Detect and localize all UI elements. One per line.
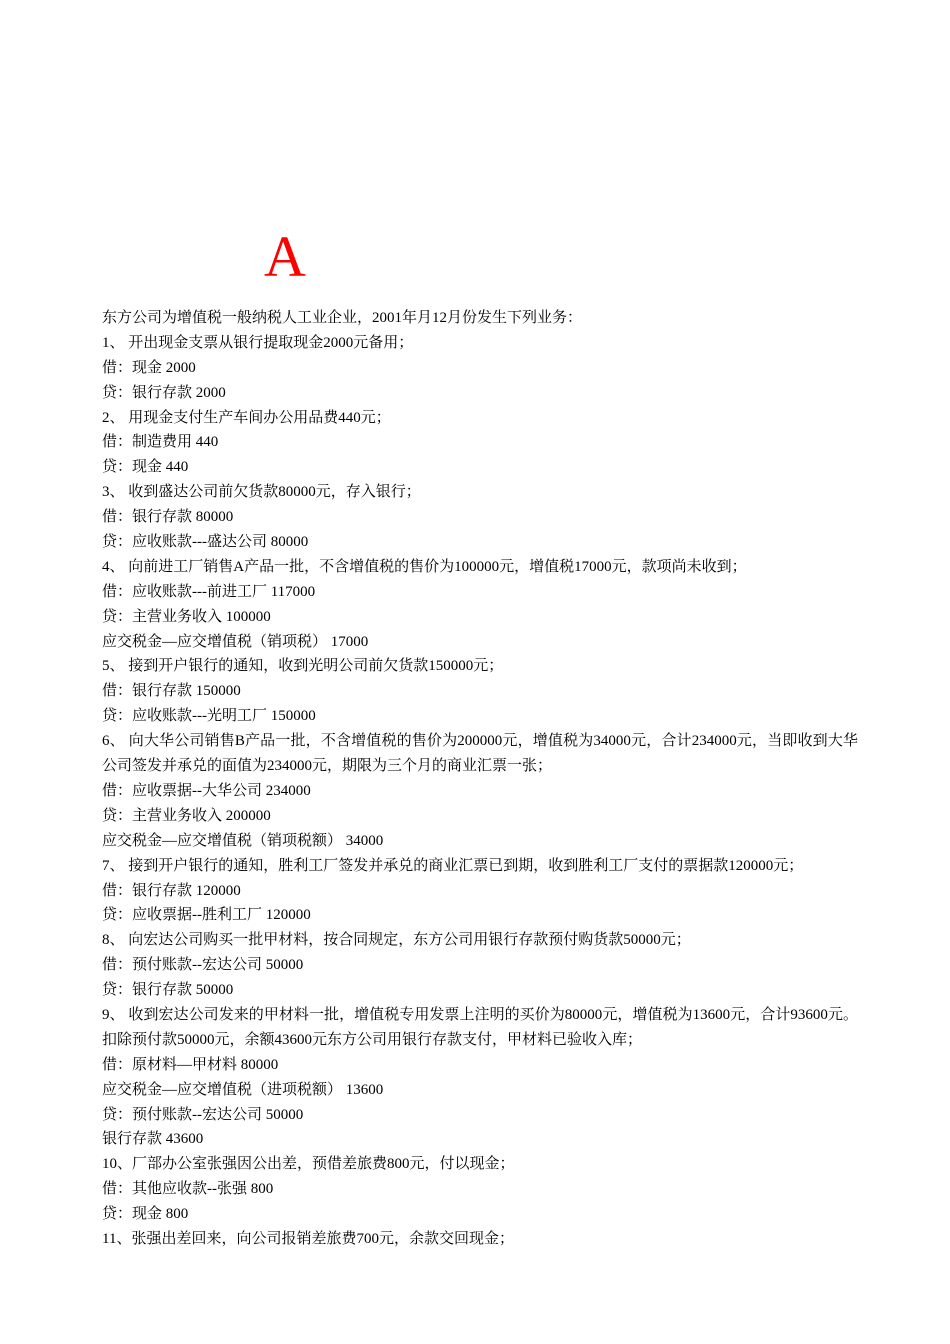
item-7-credit: 贷：应收票据--胜利工厂 120000 xyxy=(102,907,311,924)
item-2-debit: 借：制造费用 440 xyxy=(102,434,219,451)
item-10-credit: 贷：现金 800 xyxy=(102,1206,189,1223)
item-3-debit: 借：银行存款 80000 xyxy=(102,509,234,526)
item-9-tax: 应交税金—应交增值税（进项税额） 13600 xyxy=(102,1081,384,1098)
item-2-credit: 贷：现金 440 xyxy=(102,459,189,476)
heading-letter: A xyxy=(264,224,306,289)
item-8-description: 8、 向宏达公司购买一批甲材料，按合同规定，东方公司用银行存款预付购货款50000元； xyxy=(102,932,691,949)
item-4-description: 4、 向前进工厂销售A产品一批，不含增值税的售价为100000元，增值税17000元，款项尚未收到； xyxy=(102,558,747,575)
item-1-debit: 借：现金 2000 xyxy=(102,359,196,376)
item-10-description: 10、厂部办公室张强因公出差，预借差旅费800元，付以现金； xyxy=(102,1156,515,1173)
item-3-description: 3、 收到盛达公司前欠货款80000元，存入银行； xyxy=(102,484,421,501)
item-6-credit: 贷：主营业务收入 200000 xyxy=(102,807,271,824)
item-6-description: 6、 向大华公司销售B产品一批，不含增值税的售价为200000元，增值税为34000元，合计234000元，当即收到大华公司签发并承兑的面值为234000元，期限为三个月的商业汇票一张； xyxy=(102,733,858,775)
item-3-credit: 贷：应收账款---盛达公司 80000 xyxy=(102,534,309,551)
item-6-tax: 应交税金—应交增值税（销项税额） 34000 xyxy=(102,832,384,849)
item-7-debit: 借：银行存款 120000 xyxy=(102,882,241,899)
item-9-credit-bank: 银行存款 43600 xyxy=(102,1131,204,1148)
item-9-credit: 贷：预付账款--宏达公司 50000 xyxy=(102,1106,304,1123)
item-8-credit: 贷：银行存款 50000 xyxy=(102,982,234,999)
item-8-debit: 借：预付账款--宏达公司 50000 xyxy=(102,957,304,974)
item-5-debit: 借：银行存款 150000 xyxy=(102,683,241,700)
item-9-debit: 借：原材料—甲材料 80000 xyxy=(102,1056,279,1073)
item-7-description: 7、 接到开户银行的通知，胜利工厂签发并承兑的商业汇票已到期，收到胜利工厂支付的票据款120000元； xyxy=(102,857,804,874)
document-body xyxy=(102,306,858,1252)
item-5-credit: 贷：应收账款---光明工厂 150000 xyxy=(102,708,316,725)
item-6-debit: 借：应收票据--大华公司 234000 xyxy=(102,782,311,799)
item-4-debit: 借：应收账款---前进工厂 117000 xyxy=(102,583,316,600)
item-4-tax: 应交税金—应交增值税（销项税） 17000 xyxy=(102,633,369,650)
item-1-description: 1、 开出现金支票从银行提取现金2000元备用； xyxy=(102,334,414,351)
item-1-credit: 贷：银行存款 2000 xyxy=(102,384,226,401)
item-2-description: 2、 用现金支付生产车间办公用品费440元； xyxy=(102,409,391,426)
item-4-credit: 贷：主营业务收入 100000 xyxy=(102,608,271,625)
item-5-description: 5、 接到开户银行的通知，收到光明公司前欠货款150000元； xyxy=(102,658,504,675)
intro-line: 东方公司为增值税一般纳税人工业企业，2001年月12月份发生下列业务： xyxy=(102,310,583,326)
item-10-debit: 借：其他应收款--张强 800 xyxy=(102,1181,274,1198)
item-9-description: 9、 收到宏达公司发来的甲材料一批，增值税专用发票上注明的买价为80000元，增值税为13600元，合计93600元。扣除预付款50000元，余额43600元东方公司用银行存款支付，甲材料已验收入库； xyxy=(102,1006,858,1048)
item-11-description: 11、张强出差回来，向公司报销差旅费700元，余款交回现金； xyxy=(102,1231,514,1248)
